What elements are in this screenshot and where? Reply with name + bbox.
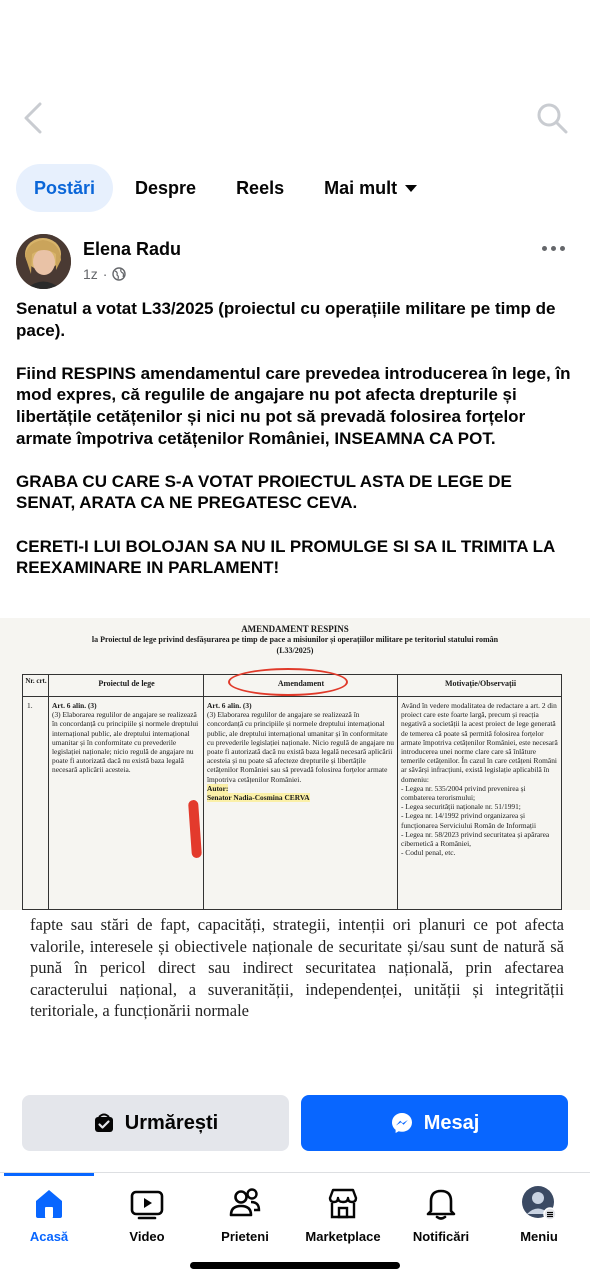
tab-more[interactable]: [306, 164, 435, 212]
tab-posts[interactable]: [16, 164, 113, 212]
red-circle-annotation: [228, 668, 348, 696]
search-button[interactable]: [534, 100, 570, 136]
author-name[interactable]: Elena Radu: [83, 239, 182, 259]
nav-home[interactable]: [0, 1185, 98, 1255]
cell-motivation: [401, 701, 561, 857]
home-icon: [31, 1185, 67, 1221]
law-item: - Codul penal, etc.: [401, 848, 456, 858]
chevron-left-icon: [18, 100, 50, 136]
following-button[interactable]: [22, 1095, 289, 1151]
law-item: - Legea securității naționale nr. 51/1991;: [401, 802, 521, 812]
friends-icon: [227, 1185, 263, 1221]
caret-down-icon: [405, 185, 417, 192]
cell-amendment: [207, 701, 395, 802]
cell-amendment-author: Senator Nadia-Cosmina CERVA: [207, 793, 310, 803]
header-amendment: Amendament: [277, 679, 325, 688]
row-number: 1.: [27, 701, 33, 710]
post-text: [16, 298, 574, 600]
globe-icon: [112, 267, 126, 281]
dot-icon: [560, 246, 565, 251]
post-time[interactable]: 1z: [83, 266, 98, 282]
dot-icon: [542, 246, 547, 251]
back-button[interactable]: [18, 100, 50, 136]
tab-reels-label: Reels: [236, 178, 285, 198]
avatar[interactable]: [16, 234, 71, 289]
document-title: AMENDAMENT RESPINS: [241, 624, 349, 634]
nav-friends[interactable]: [196, 1185, 294, 1255]
post-paragraph: Fiind RESPINS amendamentul care prevedea introducerea în lege, în mod expres, că regulile de angajare nu pot afecta drepturile și libertățile cetățenilor și nici nu pot să prevadă folosirea forțelor armate împotriva cetățenilor României, INSEAMNA CA POT.: [16, 363, 571, 448]
post-image-document[interactable]: [0, 618, 590, 910]
post-meta: [83, 266, 126, 282]
top-bar: [0, 96, 590, 140]
cell-project-head: Art. 6 alin. (3): [52, 701, 97, 710]
law-item: - Legea nr. 535/2004 privind prevenirea și combaterea terorismului;: [401, 783, 526, 803]
nav-marketplace-label: Marketplace: [305, 1229, 381, 1244]
tab-about[interactable]: [117, 164, 214, 212]
nav-video-label: Video: [129, 1229, 165, 1244]
search-icon: [534, 100, 570, 136]
cell-motivation-text: Având în vedere modalitatea de redactare a art. 2 din proiect care este foarte largă, precum și reacția negativă a societății la acest proiect de lege generată de temerea că poate să permită folosirea forțelor armate împotriva cetățenilor României, este necesară introducerea unei norme clare care să înlăture temerile cetățenilor. În cazul în care cetățeni Români ar săvârși infracțiuni, există legislație aplicabilă în domeniu:: [401, 701, 558, 784]
document-excerpt-text: fapte sau stări de fapt, capacități, strategii, intenții ori planuri ce pot afecta valorile, interesele și obiectivele naționale de securitate și/sau sunt de natură să pună în pericol direct sau indirect securitatea națională, prin afectarea caracterului național, a suveranității, independenței, unității și integrității teritoriale, a funcționării normale: [30, 915, 564, 1021]
document-subtitle: la Proiectul de lege privind desfășurarea pe timp de pace a misiunilor și operațiilor militare pe teritoriul statului român: [91, 635, 499, 644]
nav-friends-label: Prieteni: [221, 1229, 269, 1244]
law-item: - Legea nr. 58/2023 privind securitatea și apărarea cibernetică a României,: [401, 829, 550, 849]
more-options-button[interactable]: [542, 240, 572, 256]
nav-notifications-label: Notificări: [412, 1229, 470, 1244]
post-paragraph: Senatul a votat L33/2025 (proiectul cu operațiile militare pe timp de pace).: [16, 299, 556, 340]
nav-notifications[interactable]: [392, 1185, 490, 1255]
amendment-table: [22, 674, 562, 910]
header-project: Proiectul de lege: [98, 679, 155, 688]
marketplace-icon: [325, 1185, 361, 1221]
cell-project-text: (3) Elaborarea regulilor de angajare se realizează în concordanță cu principiile și normele dreptului internațional public, ale dreptului internațional umanitar și în conformitate cu prevederile legislației naționale; nicio regulă de angajare nu poate fi autorizată dacă nu există baza legală necesară aplicării acesteia.: [52, 710, 199, 775]
nav-marketplace[interactable]: [294, 1185, 392, 1255]
profile-tabs: [16, 164, 574, 212]
cell-amendment-text: (3) Elaborarea regulilor de angajare se realizează în concordanță cu principiile și normele dreptului internațional public, ale dreptului internațional umanitar și în conformitate cu prevederile legislației naționale. Nicio regulă de angajare nu poate fi autorizată dacă nu există baza legală necesară aplicării acesteia și nu poate să afecteze drepturile și libertățile cetățenilor României sau să prevadă folosirea forțelor armate împotriva cetățenilor României.: [207, 710, 394, 784]
following-check-icon: [93, 1112, 115, 1134]
nav-video[interactable]: [98, 1185, 196, 1255]
nav-active-indicator: [4, 1173, 94, 1176]
law-item: - Legea nr. 14/1992 privind organizarea și funcționarea Serviciului Român de Informații: [401, 811, 537, 830]
dot-separator: ·: [102, 266, 108, 282]
post-header: [16, 232, 574, 292]
post-paragraph: CERETI-I LUI BOLOJAN SA NU IL PROMULGE SI SA IL TRIMITA LA REEXAMINARE IN PARLAMENT!: [16, 536, 555, 578]
message-button-label: Mesaj: [423, 1111, 480, 1134]
header-nr: Nr. crt.: [25, 677, 47, 685]
home-indicator: [190, 1262, 400, 1269]
following-button-label: Urmărești: [124, 1111, 219, 1134]
header-motivation: Motivație/Observații: [444, 679, 517, 688]
avatar-image: [16, 234, 71, 289]
cell-amendment-head: Art. 6 alin. (3): [207, 701, 252, 710]
dot-icon: [551, 246, 556, 251]
menu-avatar-icon: [521, 1185, 557, 1221]
nav-menu-label: Meniu: [520, 1229, 558, 1244]
post-paragraph: GRABA CU CARE S-A VOTAT PROIECTUL ASTA DE LEGE DE SENAT, ARATA CA NE PREGATESC CEVA.: [16, 471, 512, 513]
cell-project: [52, 701, 202, 775]
video-icon: [129, 1185, 165, 1221]
post-image-document-excerpt[interactable]: [0, 910, 590, 1030]
message-button[interactable]: [301, 1095, 568, 1151]
tab-reels[interactable]: [218, 164, 302, 212]
nav-menu[interactable]: [490, 1185, 588, 1255]
document-code: (L33/2025): [276, 646, 314, 655]
tab-posts-label: Postări: [34, 178, 96, 198]
tab-about-label: Despre: [135, 178, 197, 198]
messenger-icon: [390, 1111, 414, 1135]
profile-actions: [22, 1095, 568, 1151]
bell-icon: [423, 1185, 459, 1221]
cell-amendment-author-label: Autor:: [207, 783, 229, 793]
tab-more-label: Mai mult: [324, 178, 398, 198]
nav-home-label: Acasă: [29, 1229, 69, 1244]
